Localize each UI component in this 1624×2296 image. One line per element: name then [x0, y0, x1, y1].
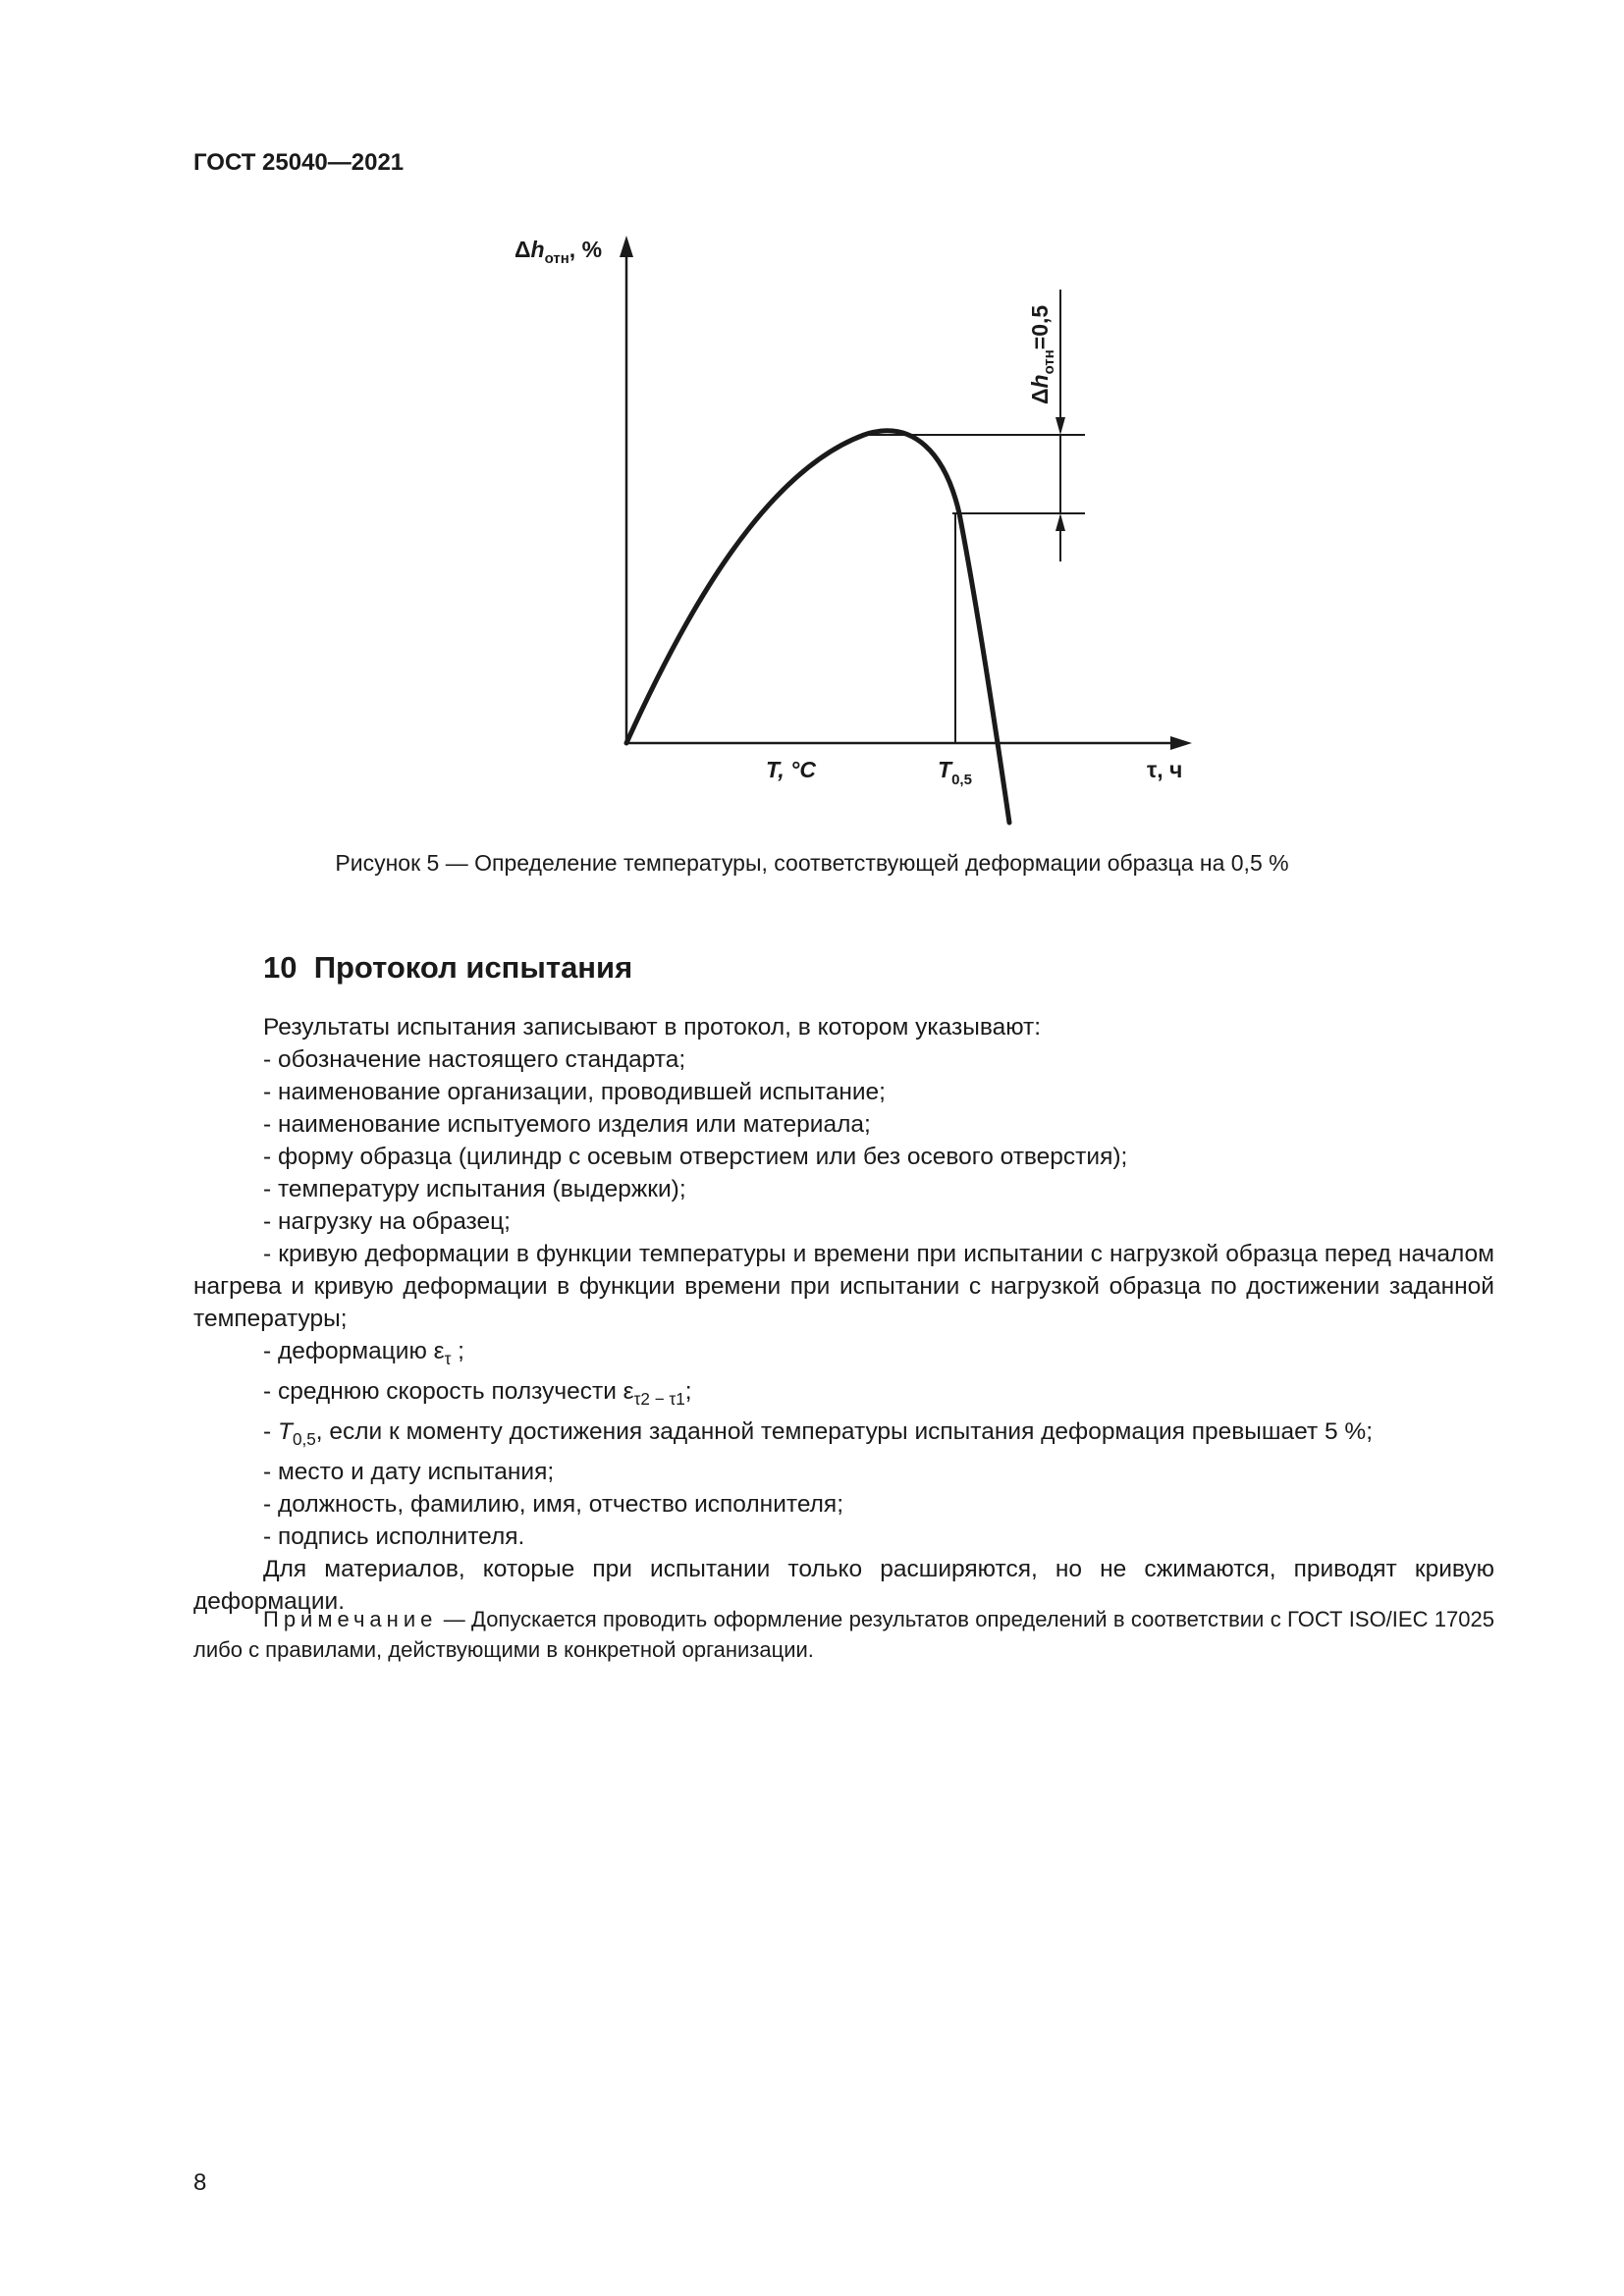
x-label-tau: τ, ч [1147, 757, 1183, 782]
y-axis-arrow [620, 236, 633, 257]
dim-label-value: =0,5 [1027, 304, 1053, 350]
list-item: - место и дату испытания; [263, 1458, 555, 1485]
section-heading [263, 950, 632, 986]
x-label-t05-sub: 0,5 [951, 772, 972, 788]
dimension-arrow-bottom [1056, 513, 1065, 531]
item9-sub: τ2 − τ1 [633, 1388, 685, 1409]
y-label-delta: Δ [514, 237, 531, 262]
list-item: - температуру испытания (выдержки); [263, 1176, 686, 1202]
dim-label-var: h [1027, 374, 1053, 389]
list-item: - форму образца (цилиндр с осевым отверстием или без осевого отверстия); [263, 1144, 1128, 1170]
item8-prefix: - деформацию ε [263, 1338, 445, 1364]
item9-prefix: - среднюю скорость ползучести ε [263, 1377, 634, 1405]
x-label-temperature [766, 757, 816, 782]
y-label-sub: отн [544, 250, 569, 267]
y-label-unit: , % [568, 237, 603, 262]
closing-paragraph: Для материалов, которые при испытании только расширяются, но не сжимаются, приводят кривую деформации. [193, 1555, 1494, 1615]
list-item: - кривую деформации в функции температуры и времени при испытании с нагрузкой образца перед началом нагрева и кривую деформации в функции времени при испытании с нагрузкой образца по достижении заданной температуры; [193, 1241, 1494, 1332]
x-axis-arrow [1170, 736, 1192, 750]
dim-label-delta: Δ [1027, 388, 1053, 404]
intro-paragraph: Результаты испытания записывают в протокол, в котором указывают: [263, 1014, 1042, 1041]
item8-suffix: ; [451, 1338, 464, 1364]
list-item: - наименование испытуемого изделия или материала; [263, 1111, 871, 1138]
list-item-t05 [193, 1415, 1494, 1456]
section-number: 10 [263, 950, 298, 985]
x-label-t05-main: T [938, 757, 952, 782]
list-item-deformation [193, 1335, 1494, 1375]
list-item: - наименование организации, проводившей испытание; [263, 1079, 886, 1105]
document-header: ГОСТ 25040—2021 [193, 149, 405, 176]
x-label-temp-text: T, °C [766, 757, 816, 782]
page-number: 8 [193, 2169, 207, 2196]
note-paragraph [193, 1604, 1494, 1665]
y-axis-label [514, 237, 602, 267]
item10-sub: 0,5 [292, 1428, 316, 1449]
item9-suffix: ; [684, 1377, 692, 1405]
x-label-t05 [938, 757, 972, 788]
list-item-creep-rate [193, 1375, 1494, 1415]
section-title-text: Протокол испытания [313, 950, 633, 985]
protocol-body [193, 1011, 1494, 1618]
item10-dash: - [263, 1417, 278, 1445]
item10-var: T [277, 1417, 293, 1445]
note-label: Примечание [263, 1607, 438, 1631]
item8-sub: τ [444, 1348, 452, 1368]
deformation-figure [0, 0, 1624, 864]
list-item: - нагрузку на образец; [263, 1208, 511, 1235]
note-text: — Допускается проводить оформление результатов определений в соответствии с ГОСТ ISO/IEC 17025 либо с правилами, действующими в конкретной организации. [193, 1607, 1494, 1662]
figure-caption: Рисунок 5 — Определение температуры, соответствующей деформации образца на 0,5 % [335, 850, 1289, 876]
dimension-label [1027, 305, 1057, 404]
list-item: - должность, фамилию, имя, отчество исполнителя; [263, 1490, 844, 1518]
dim-label-sub: отн [1041, 349, 1057, 375]
dimension-arrow-top [1056, 417, 1065, 435]
item10-text: , если к моменту достижения заданной температуры испытания деформация превышает 5 %; [315, 1417, 1374, 1445]
list-item: - подпись исполнителя. [263, 1522, 525, 1550]
list-item: - обозначение настоящего стандарта; [263, 1046, 686, 1073]
y-label-var: h [530, 237, 545, 262]
deformation-curve [626, 431, 1009, 823]
